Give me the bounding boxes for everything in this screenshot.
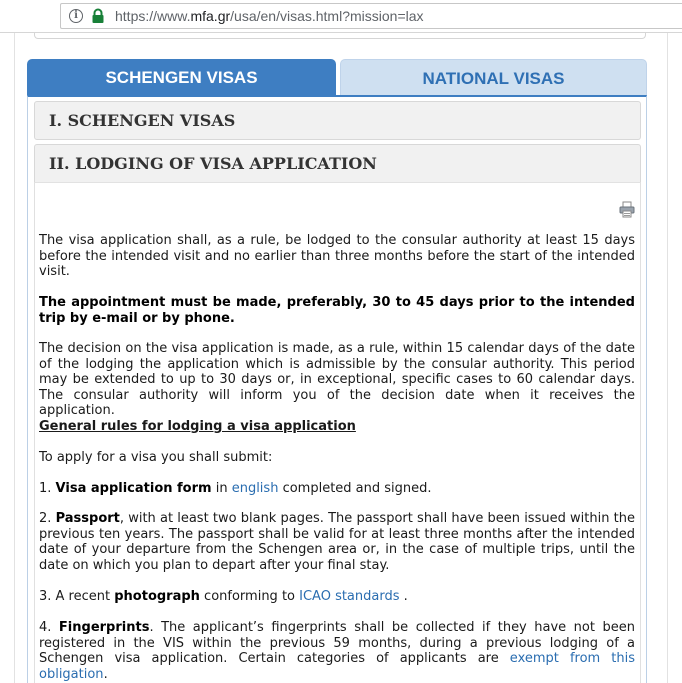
- english-form-link[interactable]: english: [231, 481, 279, 496]
- icao-standards-link[interactable]: ICAO standards: [299, 589, 400, 604]
- paragraph-lodging-timing: The visa application shall, as a rule, be lodged to the consular authority at least 15 days before the intended visit and no earlier than three months before the start of the intended visit.: [39, 233, 635, 279]
- section-lodging-visa-application[interactable]: II. LODGING OF VISA APPLICATION: [34, 144, 641, 183]
- list-item-passport: 2. Passport, with at least two blank pages. The passport shall have been issued within the previous ten years. The passport shall be valid for at least three months after the intended date of your departure from the Schengen area or, in the case of multiple trips, until the date on which you plan to depart after your final stay.: [39, 511, 635, 573]
- exempt-obligation-link[interactable]: exempt from this obligation: [39, 651, 635, 682]
- paragraph-appointment: The appointment must be made, preferably, 30 to 45 days prior to the intended trip by e-mail or by phone.: [39, 295, 635, 326]
- tab-schengen-visas[interactable]: SCHENGEN VISAS: [27, 59, 336, 96]
- tab-national-visas[interactable]: NATIONAL VISAS: [340, 59, 647, 96]
- rules-heading: General rules for lodging a visa application: [39, 419, 356, 434]
- list-item-application-form: 1. Visa application form in english completed and signed.: [39, 481, 432, 496]
- rules-intro: To apply for a visa you shall submit:: [39, 450, 273, 465]
- previous-box-edge: [34, 33, 646, 39]
- print-icon[interactable]: [619, 201, 635, 218]
- section-schengen-visas[interactable]: I. SCHENGEN VISAS: [34, 101, 641, 140]
- lock-icon[interactable]: [91, 8, 105, 24]
- browser-address-bar: [0, 0, 682, 33]
- paragraph-decision: The decision on the visa application is made, as a rule, within 15 calendar days of the date of the lodging the application which is admissible by the consular authority. This period may be extended to up to 30 days or, in exceptional, specific cases to 60 calendar days. The consular authority will inform you of the decision date when it receives the application.: [39, 341, 635, 418]
- url-text[interactable]: https://www.mfa.gr/usa/en/visas.html?mission=lax: [115, 8, 424, 24]
- list-item-photograph: 3. A recent photograph conforming to ICAO standards .: [39, 589, 408, 604]
- list-item-fingerprints: 4. Fingerprints. The applicant’s fingerprints shall be collected if they have not been registered in the VIS within the previous 59 months, during a previous lodging of a Schengen visa application. Certain categories of applicants are exempt from this obligation.: [39, 620, 635, 682]
- info-icon[interactable]: i: [69, 9, 83, 23]
- url-field[interactable]: [60, 3, 682, 29]
